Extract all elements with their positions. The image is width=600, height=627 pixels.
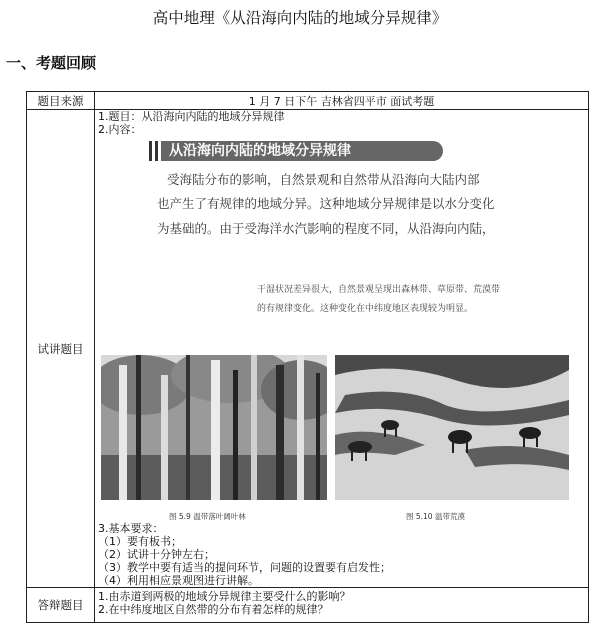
topic-row (27, 110, 589, 588)
topic-label: 试讲题目 (27, 110, 95, 588)
requirement-line: （2）试讲十分钟左右； (98, 548, 215, 561)
source-label: 题目来源 (27, 92, 95, 110)
topic-line-1: 1.题目：从沿海向内陆的地域分异规律 (98, 110, 285, 123)
source-value: 1 月 7 日下午 吉林省四平市 面试考题 (95, 92, 589, 110)
defense-row (27, 588, 589, 623)
requirement-line: 3.基本要求： (98, 522, 164, 535)
textbook-excerpt (101, 139, 569, 521)
excerpt-paragraph-line: 受海陆分布的影响，自然景观和自然带从沿海向大陆内部 (167, 172, 480, 187)
requirement-line: （1）要有板书； (98, 535, 182, 548)
forest-photo (101, 355, 327, 500)
defense-question: 1.由赤道到两极的地域分异规律主要受什么的影响？ (98, 590, 351, 603)
excerpt-small-line: 干湿状况差异很大，自然景观呈现出森林带、草原带、荒漠带 (257, 285, 501, 295)
topic-line-2: 2.内容： (98, 123, 142, 136)
defense-question: 2.在中纬度地区自然带的分布有着怎样的规律？ (98, 603, 329, 616)
defense-cell (95, 588, 589, 623)
banner-bar-decoration (155, 141, 158, 161)
textbook-banner (161, 141, 443, 161)
banner-title: 从沿海向内陆的地域分异规律 (169, 143, 351, 159)
desert-photo (335, 355, 569, 500)
forest-caption: 图 5.9 温带落叶阔叶林 (169, 512, 246, 521)
excerpt-paragraph-line: 也产生了有规律的地域分异。这种地域分异规律是以水分变化 (157, 196, 495, 211)
requirement-line: （3）教学中要有适当的提问环节，问题的设置要有启发性； (98, 561, 391, 574)
document-title: 高中地理《从沿海向内陆的地域分异规律》 (152, 9, 448, 27)
requirement-line: （4）利用相应景观图进行讲解。 (98, 574, 259, 587)
defense-label: 答辩题目 (27, 588, 95, 623)
exam-table (26, 91, 589, 623)
banner-bar-decoration (149, 141, 152, 161)
excerpt-paragraph-line: 为基础的。由于受海洋水汽影响的程度不同，从沿海向内陆， (157, 221, 495, 236)
excerpt-small-line: 的有规律变化。这种变化在中纬度地区表现较为明显。 (257, 304, 474, 314)
desert-caption: 图 5.10 温带荒漠 (406, 512, 465, 521)
topic-cell (95, 110, 589, 588)
source-row (27, 92, 589, 110)
section-heading: 一、考题回顾 (6, 54, 97, 72)
